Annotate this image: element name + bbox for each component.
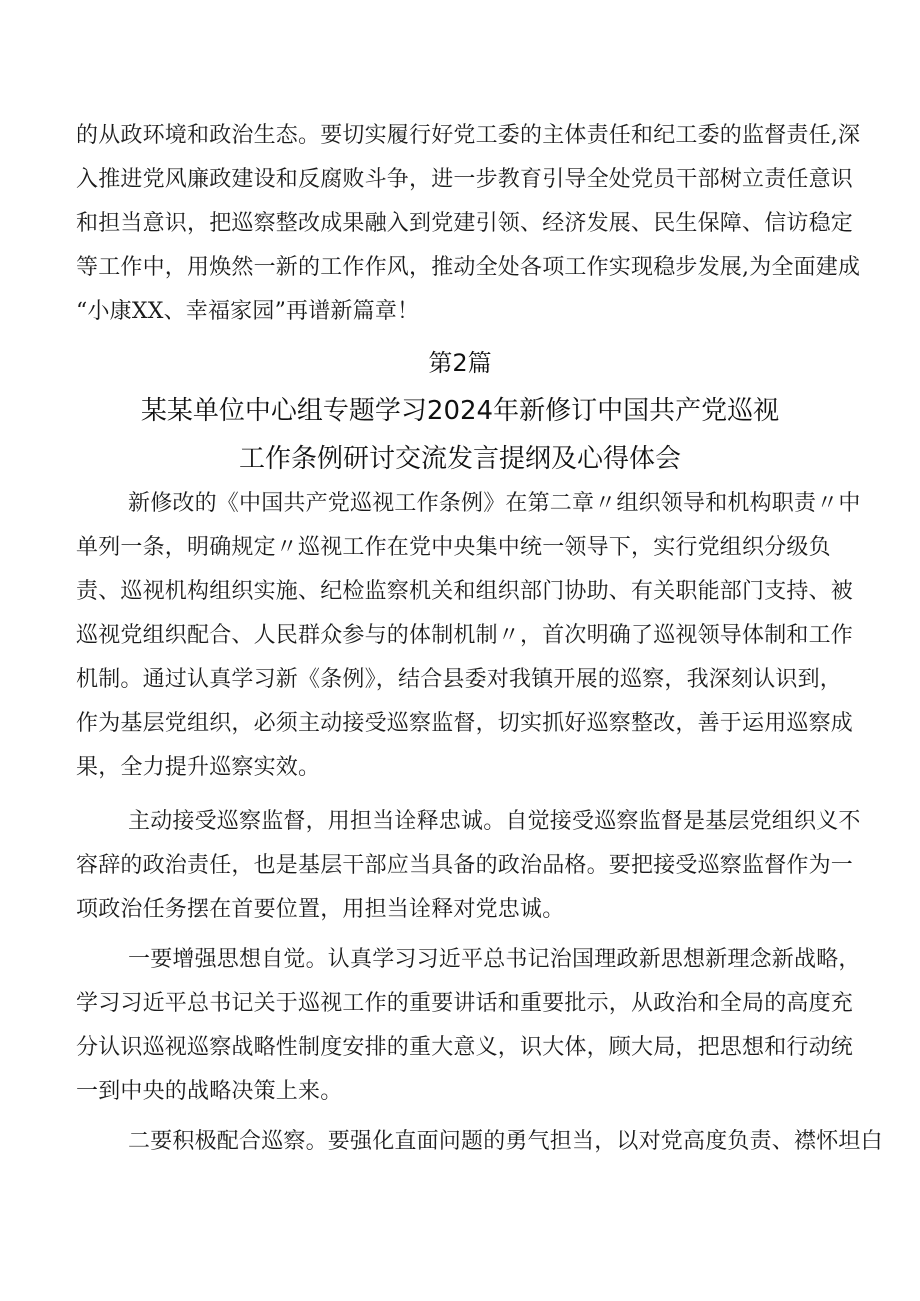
paragraph-line: 分认识巡视巡察战略性制度安排的重大意义，识大体，顾大局，把思想和行动统 <box>76 1035 854 1060</box>
paragraph-line: 作为基层党组织，必须主动接受巡察监督，切实抓好巡察整改，善于运用巡察成 <box>76 711 854 736</box>
intro-line-5: “小康XX、幸福家园”再谱新篇章！ <box>76 299 420 324</box>
paragraph-line: 巡视党组织配合、人民群众参与的体制机制〃，首次明确了巡视领导体制和工作 <box>76 623 854 648</box>
paragraph-line: 主动接受巡察监督，用担当诠释忠诚。自觉接受巡察监督是基层党组织义不 <box>128 809 861 834</box>
paragraph-line: 新修改的《中国共产党巡视工作条例》在第二章〃组织领导和机构职责〃中 <box>128 491 861 516</box>
paragraph-line: 果，全力提升巡察实效。 <box>76 755 321 780</box>
page-title-line-1: 某某单位中心组专题学习2024年新修订中国共产党巡视 <box>140 396 780 426</box>
paragraph-line: 单列一条，明确规定〃巡视工作在党中央集中统一领导下，实行党组织分级负 <box>76 535 831 560</box>
paragraph-line: 一到中央的战略决策上来。 <box>76 1079 343 1104</box>
paragraph-line: 机制。通过认真学习新《条例》，结合县委对我镇开展的巡察，我深刻认识到， <box>76 667 843 692</box>
paragraph-line: 二要积极配合巡察。要强化直面问题的勇气担当，以对党高度负责、襟怀坦白 <box>128 1129 883 1154</box>
intro-line-4: 等工作中，用焕然一新的工作作风，推动全处各项工作实现稳步发展,为全面建成 <box>76 255 861 280</box>
intro-line-2: 入推进党风廉政建设和反腐败斗争，进一步教育引导全处党员干部树立责任意识 <box>76 167 854 192</box>
paragraph-line: 学习习近平总书记关于巡视工作的重要讲话和重要批示，从政治和全局的高度充 <box>76 991 854 1016</box>
paragraph-line: 容辞的政治责任，也是基层干部应当具备的政治品格。要把接受巡察监督作为一 <box>76 853 854 878</box>
section-label: 第2篇 <box>428 349 492 377</box>
page-title-line-2: 工作条例研讨交流发言提纲及心得体会 <box>238 444 681 474</box>
paragraph-line: 责、巡视机构组织实施、纪检监察机关和组织部门协助、有关职能部门支持、被 <box>76 579 854 604</box>
paragraph-line: 一要增强思想自觉。认真学习习近平总书记治国理政新思想新理念新战略， <box>128 947 861 972</box>
paragraph-line: 项政治任务摆在首要位置，用担当诠释对党忠诚。 <box>76 897 565 922</box>
intro-line-1: 的从政环境和政治生态。要切实履行好党工委的主体责任和纪工委的监督责任,深 <box>76 123 861 148</box>
intro-line-3: 和担当意识，把巡察整改成果融入到党建引领、经济发展、民生保障、信访稳定 <box>76 211 854 236</box>
